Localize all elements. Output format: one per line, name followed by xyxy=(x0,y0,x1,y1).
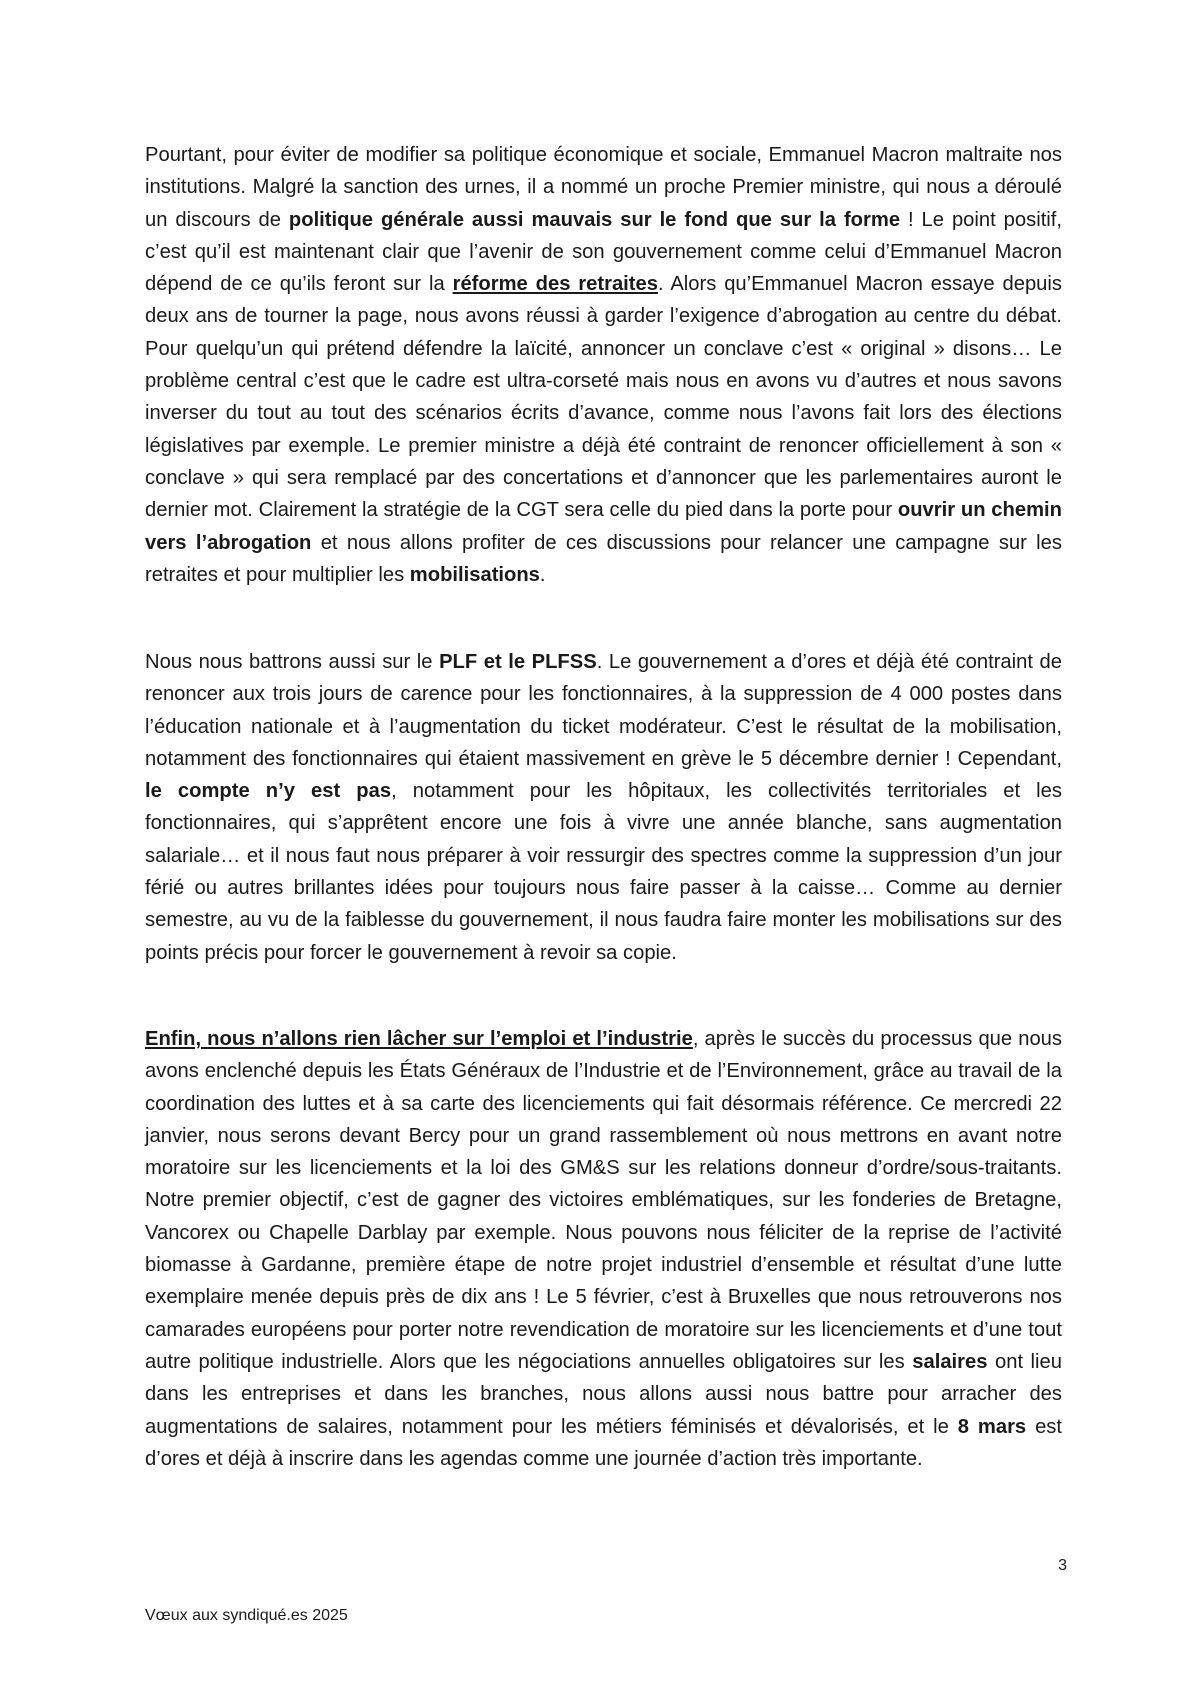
body-text xyxy=(145,139,1063,1470)
text-run: Nous nous battrons aussi sur le xyxy=(145,651,440,673)
text-run: ont lieu dans les entreprises et dans les branches, nous allons aussi nous battre pour arracher des augmentations de salaires, notamment pour les métiers féminisés et dévalorisés, et le xyxy=(145,1350,1062,1438)
text-run: ! Le point positif, c’est qu’il est maintenant clair que l’avenir de son gouvernement comme celui d’Emmanuel Macron dépend de ce qu’ils feront sur la xyxy=(145,208,1063,296)
emphasis-text: mobilisations xyxy=(409,563,540,586)
paragraph-retraites xyxy=(145,139,1062,591)
emphasis-text: ouvrir un chemin vers l’abrogation xyxy=(145,499,1062,554)
text-run: et nous allons profiter de ces discussions pour relancer une campagne sur les retraites et pour multiplier les xyxy=(145,531,1062,586)
emphasis-text: le compte n’y est pas xyxy=(145,780,392,803)
text-run: Pourtant, pour éviter de modifier sa politique économique et sociale, Emmanuel Macron maltraite nos institutions. Malgré la sanction des urnes, il a nommé un proche Premier ministre, qui nous a déroulé un discours de xyxy=(145,144,1062,231)
text-run: . xyxy=(539,563,546,586)
emphasis-text: 8 mars xyxy=(957,1415,1027,1438)
text-run: , après le succès du processus que nous avons enclenché depuis les États Généraux de l’Industrie et de l’Environnement, grâce au travail de la coordination des luttes et à sa carte des licenciements qui fait désormais référence. Ce mercredi 22 janvier, nous serons devant Bercy pour un grand rassemblement où nous mettrons en avant notre moratoire sur les licenciements et la loi des GM&S sur les relations donneur d’ordre/sous-traitants. Notre premier objectif, c’est de gagner des victoires emblématiques, sur les fonderies de Bretagne, Vancorex ou Chapelle Darblay par exemple. Nous pouvons nous féliciter de la reprise de l’activité biomasse à Gardanne, première étape de notre projet industriel d’ensemble et résultat d’une lutte exemplaire menée depuis près de dix ans ! Le 5 février, c’est à Bruxelles que nous retrouverons nos camarades européens pour porter notre revendication de moratoire sur les licenciements et d’une tout autre politique industrielle. Alors que les négociations annuelles obligatoires sur les xyxy=(145,1028,1062,1373)
paragraph-plf-plfss xyxy=(145,646,1062,969)
text-run: est d’ores et déjà à inscrire dans les agendas comme une journée d’action très importante. xyxy=(145,1415,1062,1470)
footer-title: Vœux aux syndiqué.es 2025 xyxy=(145,1607,348,1624)
text-run: , notamment pour les hôpitaux, les collectivités territoriales et les fonctionnaires, qui s’apprêtent encore une fois à vivre une année blanche, sans augmentation salariale… et il nous faut nous préparer à voir ressurgir des spectres comme la suppression d’un jour férié ou autres brillantes idées pour toujours nous faire passer à la caisse… Comme au dernier semestre, au vu de la faiblesse du gouvernement, il nous faudra faire monter les mobilisations sur des points précis pour forcer le gouvernement à revoir sa copie. xyxy=(145,780,1062,964)
emphasis-text: Enfin, nous n’allons rien lâcher sur l’emploi et l’industrie xyxy=(145,1028,693,1050)
paragraph-emploi-industrie xyxy=(145,1023,1062,1475)
text-run: . Alors qu’Emmanuel Macron essaye depuis deux ans de tourner la page, nous avons réussi à garder l’exigence d’abrogation au centre du débat. Pour quelqu’un qui prétend défendre la laïcité, annoncer un conclave c’est « original » disons… Le problème central c’est que le cadre est ultra-corseté mais nous en avons vu d’autres et nous savons inverser du tout au tout des scénarios écrits d’avance, comme nous l’avons fait lors des élections législatives par exemple. Le premier ministre a déjà été contraint de renoncer officiellement à son « conclave » qui sera remplacé par des concertations et d’annoncer que les parlementaires auront le dernier mot. Clairement la stratégie de la CGT sera celle du pied dans la porte pour xyxy=(145,273,1062,522)
emphasis-text: salaires xyxy=(912,1350,988,1373)
text-run: . Le gouvernement a d’ores et déjà été contraint de renoncer aux trois jours de carence pour les fonctionnaires, à la suppression de 4 000 postes dans l’éducation nationale et à l’augmentation du ticket modérateur. C’est le résultat de la mobilisation, notamment des fonctionnaires qui étaient massivement en grève le 5 décembre dernier ! Cependant, xyxy=(145,651,1062,770)
emphasis-text: réforme des retraites xyxy=(452,273,658,296)
emphasis-text: PLF et le PLFSS xyxy=(439,651,597,673)
page-number: 3 xyxy=(1058,1557,1067,1574)
emphasis-text: politique générale aussi mauvais sur le fond que sur la forme xyxy=(288,208,901,231)
